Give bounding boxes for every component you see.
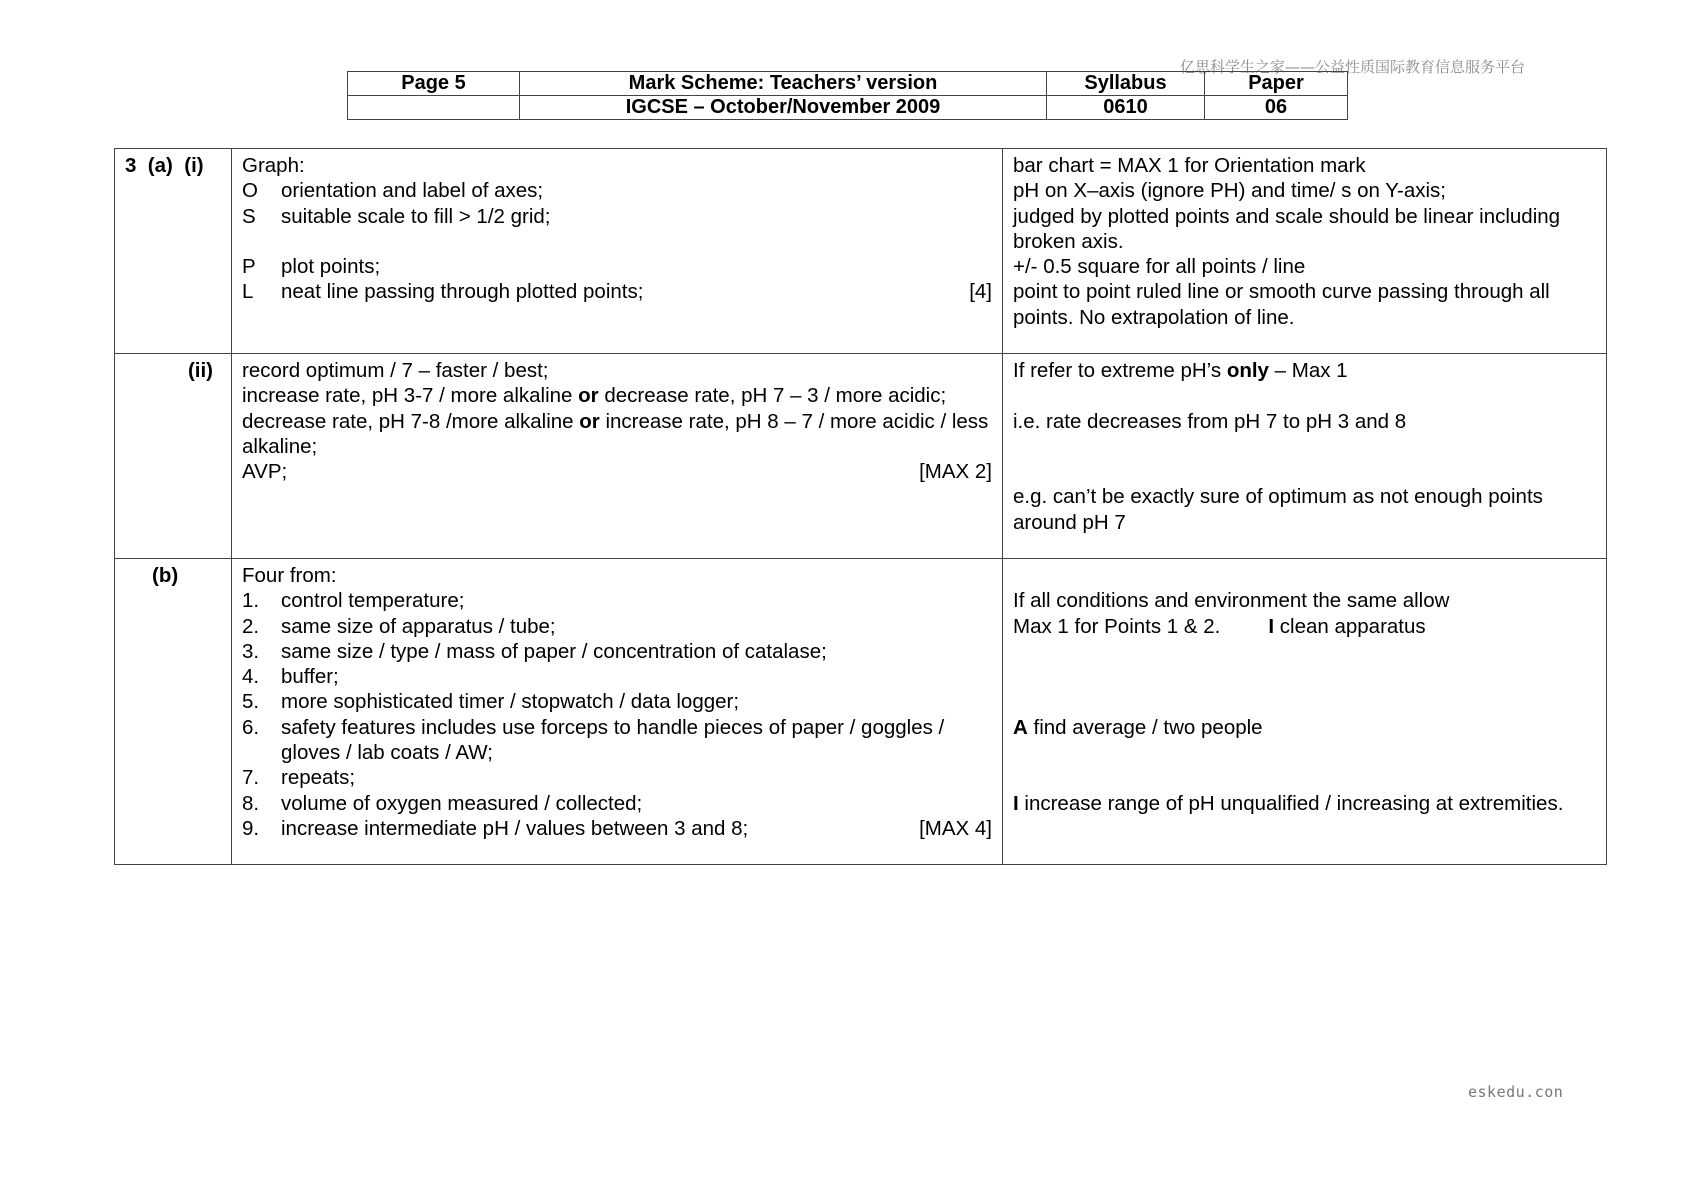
marks-value: [MAX 2] bbox=[919, 460, 992, 484]
guidance-note: e.g. can’t be exactly sure of optimum as not enough points around pH 7 bbox=[1013, 485, 1543, 534]
list-item: S suitable scale to fill > 1/2 grid; bbox=[242, 204, 551, 228]
guidance-note: Max 1 for Points 1 & 2. I clean apparatus bbox=[1013, 614, 1426, 638]
watermark-top: 亿思科学生之家——公益性质国际教育信息服务平台 bbox=[1180, 58, 1526, 76]
marks-value: [MAX 4] bbox=[919, 816, 992, 840]
guidance-note: i.e. rate decreases from pH 7 to pH 3 and 8 bbox=[1013, 409, 1407, 433]
table-row-3b bbox=[115, 559, 1607, 865]
answer-heading: Four from: bbox=[242, 564, 337, 587]
guidance-note: bar chart = MAX 1 for Orientation mark bbox=[1013, 154, 1366, 177]
question-number: (ii) bbox=[187, 359, 213, 382]
answer-line: increase rate, pH 3-7 / more alkaline or decrease rate, pH 7 – 3 / more acidic; bbox=[242, 384, 947, 408]
answer-line: AVP; [MAX 2] bbox=[242, 460, 992, 484]
watermark-bottom: eskedu.con bbox=[1468, 1083, 1564, 1101]
marks-value: [4] bbox=[969, 280, 992, 304]
question-number: (b) bbox=[152, 564, 179, 587]
page-number: Page 5 bbox=[348, 72, 520, 96]
guidance-note: If refer to extreme pH’s only – Max 1 bbox=[1013, 359, 1348, 382]
guidance-note: A find average / two people bbox=[1013, 715, 1263, 739]
list-item: 4. buffer; bbox=[242, 665, 339, 689]
guidance-note: I increase range of pH unqualified / increasing at extremities. bbox=[1013, 791, 1564, 815]
list-item: 3. same size / type / mass of paper / concentration of catalase; bbox=[242, 639, 827, 663]
paper-number: 06 bbox=[1205, 96, 1348, 120]
guidance-note: If all conditions and environment the same allow bbox=[1013, 589, 1450, 613]
guidance-note: judged by plotted points and scale should be linear including broken axis. bbox=[1013, 204, 1561, 253]
document-title: Mark Scheme: Teachers’ version bbox=[520, 72, 1047, 96]
list-item: O orientation and label of axes; bbox=[242, 179, 544, 203]
list-item: 5. more sophisticated timer / stopwatch / data logger; bbox=[242, 690, 740, 714]
guidance-note: point to point ruled line or smooth curve passing through all points. No extrapolation of line. bbox=[1013, 280, 1550, 329]
list-item: 8. volume of oxygen measured / collected; bbox=[242, 791, 643, 815]
list-item: P plot points; bbox=[242, 255, 381, 279]
syllabus-code: 0610 bbox=[1047, 96, 1205, 120]
empty-cell bbox=[348, 96, 520, 120]
syllabus-label: Syllabus bbox=[1047, 72, 1205, 96]
header-table bbox=[347, 71, 1348, 120]
list-item: 7. repeats; bbox=[242, 766, 356, 790]
list-item: 2. same size of apparatus / tube; bbox=[242, 614, 556, 638]
mark-scheme-table bbox=[114, 148, 1607, 865]
answer-line: decrease rate, pH 7-8 /more alkaline or increase rate, pH 8 – 7 / more acidic / less alkaline; bbox=[242, 409, 989, 458]
exam-session: IGCSE – October/November 2009 bbox=[520, 96, 1047, 120]
paper-label: Paper bbox=[1205, 72, 1348, 96]
list-item: L neat line passing through plotted points; [4] bbox=[242, 280, 992, 304]
guidance-note: pH on X–axis (ignore PH) and time/ s on Y-axis; bbox=[1013, 179, 1446, 203]
guidance-note: +/- 0.5 square for all points / line bbox=[1013, 255, 1306, 279]
question-number: 3 (a) (i) bbox=[125, 154, 204, 177]
answer-line: record optimum / 7 – faster / best; bbox=[242, 359, 549, 382]
answer-heading: Graph: bbox=[242, 154, 305, 177]
list-item: 6. safety features includes use forceps to handle pieces of paper / goggles / gloves / lab coats / AW; bbox=[242, 715, 945, 765]
list-item: 1. control temperature; bbox=[242, 589, 465, 613]
list-item: 9. increase intermediate pH / values between 3 and 8; [MAX 4] bbox=[242, 816, 992, 840]
table-row-3ai bbox=[115, 149, 1607, 354]
table-row-3aii bbox=[115, 354, 1607, 559]
